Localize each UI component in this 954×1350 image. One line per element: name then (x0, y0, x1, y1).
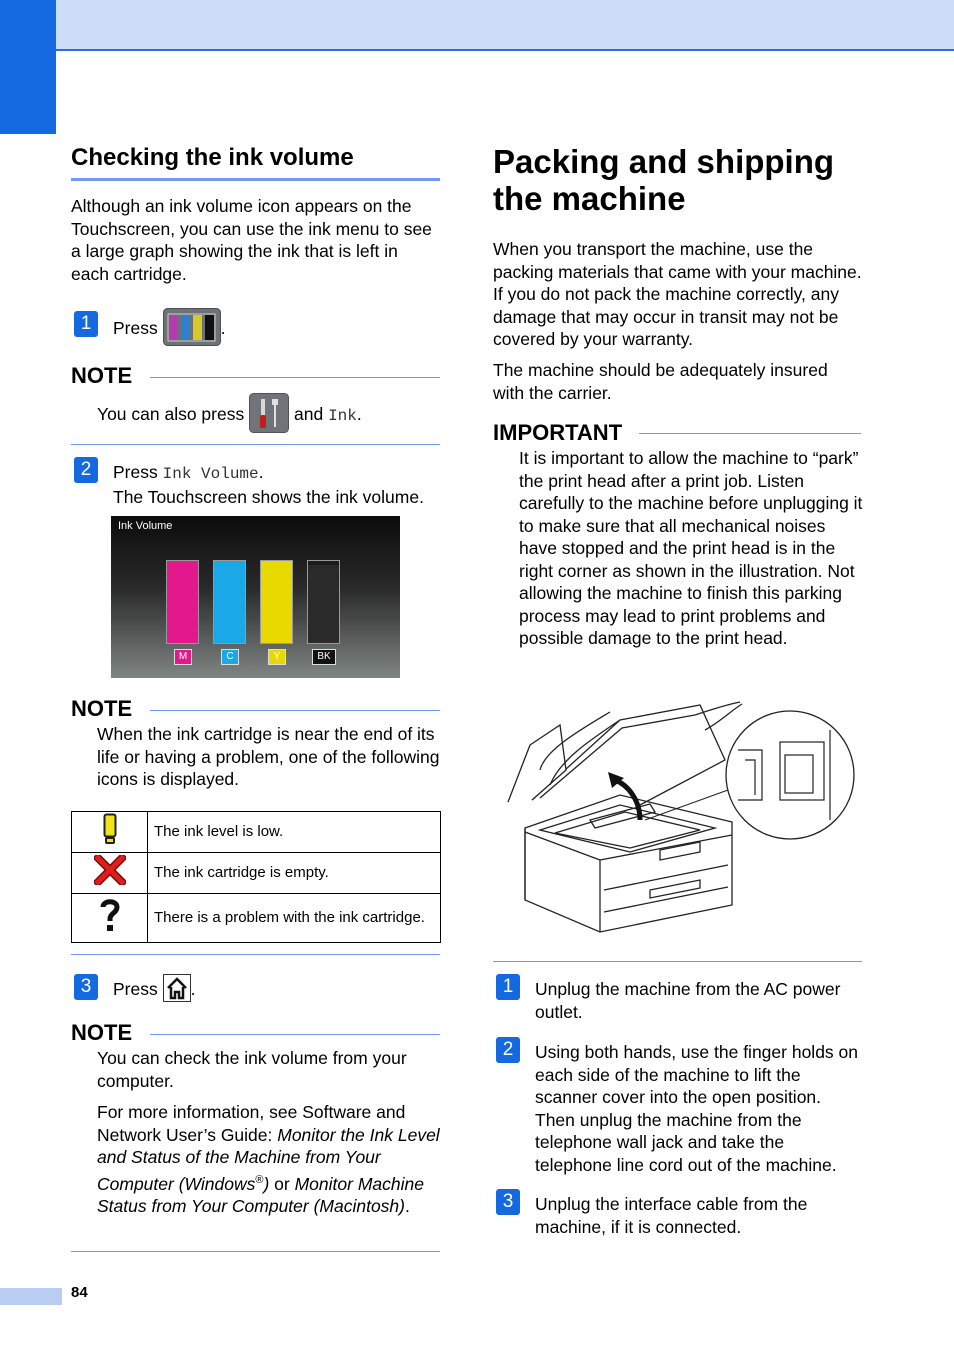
step-3-text: Unplug the interface cable from the machine, if it is connected. (535, 1194, 808, 1237)
ink-empty-icon (72, 853, 148, 894)
ink-tank-y (260, 560, 293, 644)
ink-tank-label: Y (268, 649, 286, 665)
packing-paragraph-2: The machine should be adequately insured with the carrier. (493, 360, 828, 403)
ink-level-fill (214, 561, 245, 643)
step-number-1: 1 (74, 311, 98, 337)
step-3: Press . (113, 974, 195, 1004)
note-2-text: When the ink cartridge is near the end of its life or having a problem, one of the following icons is displayed. (97, 724, 440, 789)
note-end-rule (71, 444, 440, 445)
ink-problem-icon (72, 894, 148, 943)
step-1-text: Unplug the machine from the AC power outlet. (535, 979, 841, 1022)
step-2-text: Using both hands, use the finger holds on each side of the machine to lift the scanner cover into the open position. Then unplug the machine from the telephone wall jack and take the telephone line cord out of the machine. (535, 1042, 858, 1175)
heading-rule (71, 178, 440, 181)
intro-paragraph: Although an ink volume icon appears on the Touchscreen, you can use the ink menu to see a large graph showing the ink that is left in each cartridge. (71, 196, 432, 284)
page-number-bar (0, 1288, 62, 1305)
ink-low-icon (72, 812, 148, 853)
table-cell: The ink level is low. (148, 812, 441, 853)
ink-button-icon[interactable] (163, 308, 221, 346)
ink-tank-label: C (221, 649, 239, 665)
step-2: Press Ink Volume. The Touchscreen shows the ink volume. (113, 462, 424, 507)
screen-title: Ink Volume (118, 520, 173, 532)
packing-paragraph-1: When you transport the machine, use the packing materials that came with your machine. If you do not pack the machine correctly, any damage that may occur in transit may not be covered by your warranty. (493, 239, 862, 349)
note-1-text: You can also press and Ink. (97, 394, 362, 436)
ink-tank-label: BK (312, 649, 336, 665)
table-row (72, 853, 441, 894)
ink-tank-label: M (174, 649, 192, 665)
step-number-1: 1 (496, 974, 520, 1000)
note-rule (150, 1034, 440, 1035)
chapter-tab (0, 0, 56, 134)
step-number-3: 3 (496, 1189, 520, 1215)
page-title: Packing and shipping the machine (493, 143, 835, 217)
note-rule (150, 710, 440, 711)
header-band (0, 0, 954, 51)
page-number: 84 (71, 1284, 88, 1301)
machine-illustration (500, 700, 860, 940)
ink-tank-c (213, 560, 246, 644)
ink-volume-screen (111, 516, 400, 678)
step-1: Press . (113, 310, 225, 348)
step-number-3: 3 (74, 974, 98, 1000)
ink-status-table (71, 811, 441, 943)
ink-level-fill (261, 561, 292, 643)
important-end-rule (493, 961, 862, 962)
table-row (72, 812, 441, 853)
important-heading: IMPORTANT (493, 420, 623, 445)
ink-level-fill (308, 565, 339, 643)
important-rule (639, 433, 861, 434)
ink-tank-m (166, 560, 199, 644)
ink-tank-bk (307, 560, 340, 644)
section-heading-ink-volume: Checking the ink volume (71, 144, 354, 171)
step-1-press-label: Press (113, 318, 158, 338)
important-text: It is important to allow the machine to “park” the print head after a print job. Listen carefully to the machine before unplugging it to make sure that all mechanical noises have stopped and the print head is in the right corner as shown in the illustration. Not allowing the machine to finish this parking process may lead to print problems and possible damage to the print head. (519, 448, 863, 648)
note-3-paragraph-2: For more information, see Software and Network User’s Guide: Monitor the Ink Level and Status of the Machine from Your Computer (Windows®) or Monitor Machine Status from Your Computer (Macintosh). (97, 1102, 440, 1216)
note-heading: NOTE (71, 1020, 133, 1045)
table-cell: There is a problem with the ink cartridge. (148, 894, 441, 943)
step-number-2: 2 (496, 1037, 520, 1063)
ink-level-fill (167, 561, 198, 643)
note-rule (150, 377, 440, 378)
settings-tools-icon[interactable] (249, 393, 289, 433)
table-cell: The ink cartridge is empty. (148, 853, 441, 894)
note-heading: NOTE (71, 696, 133, 721)
note-heading: NOTE (71, 363, 133, 388)
step-number-2: 2 (74, 457, 98, 483)
table-row (72, 894, 441, 943)
home-icon[interactable] (163, 974, 191, 1002)
note-3-paragraph-1: You can check the ink volume from your computer. (97, 1048, 407, 1091)
note-end-rule (71, 954, 440, 955)
note-end-rule (71, 1251, 440, 1252)
